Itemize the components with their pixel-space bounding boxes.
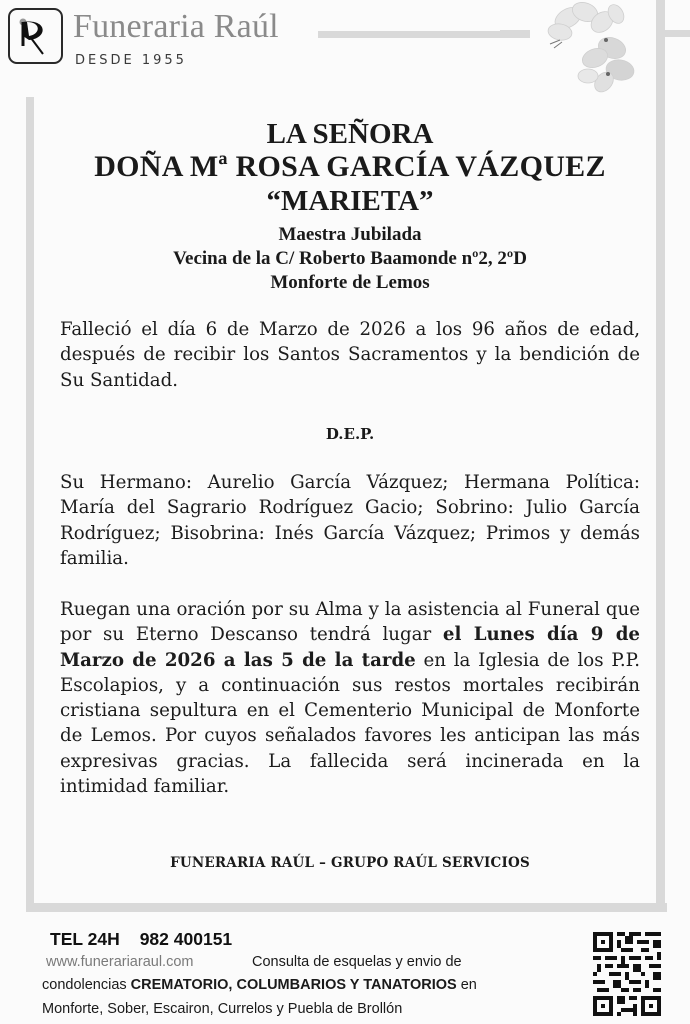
frame-top-left-segment — [500, 30, 530, 37]
frame-top-right-segment — [665, 30, 690, 37]
condolences-prefix: condolencias — [42, 977, 131, 993]
tel-label: TEL 24H — [50, 929, 120, 949]
towns-line: Monforte, Sober, Escairon, Currelos y Puebla de Brollón — [42, 1001, 403, 1017]
brand-name: Funeraria Raúl — [73, 8, 279, 45]
notice-title: LA SEÑORA — [266, 118, 434, 150]
deceased-nickname: “MARIETA” — [266, 185, 434, 217]
website-link[interactable]: www.funerariaraul.com — [46, 954, 194, 970]
consult-text: Consulta de esquelas y envio de — [252, 954, 462, 970]
r-monogram-icon — [17, 16, 55, 58]
signature: FUNERARIA RAÚL – GRUPO RAÚL SERVICIOS — [170, 855, 530, 871]
plumeria-flowers-icon — [540, 0, 655, 100]
death-paragraph: Falleció el día 6 de Marzo de 2026 a los 96 años de edad, después de recibir los Santos Sacramentos y la bendición de Su Santidad. — [60, 319, 640, 391]
services-line — [42, 977, 477, 993]
tel-number[interactable]: 982 400151 — [139, 929, 233, 949]
dep-label: D.E.P. — [325, 425, 375, 443]
brand-since: DESDE 1955 — [75, 53, 187, 68]
deceased-town: Monforte de Lemos — [270, 272, 430, 293]
qr-code-icon[interactable] — [593, 932, 661, 1016]
deceased-name: DOÑA Mª ROSA GARCÍA VÁZQUEZ — [94, 150, 606, 183]
services-bold: CREMATORIO, COLUMBARIOS Y TANATORIOS — [130, 977, 457, 993]
funeral-text-before: Ruegan una oración por su Alma y la asistencia al Funeral que por su Eterno Descanso tendrá lugar — [60, 599, 640, 646]
deceased-address: Vecina de la C/ Roberto Baamonde nº2, 2ºD — [173, 248, 527, 269]
services-suffix: en — [456, 977, 477, 993]
frame-bottom-border — [31, 903, 667, 912]
phone-line — [50, 929, 232, 950]
frame-left-border — [26, 97, 34, 912]
funeral-date-time: el Lunes día 9 de Marzo de 2026 a las 5 de la tarde — [60, 624, 640, 671]
frame-top-border — [318, 31, 530, 38]
funeral-text-after: en la Iglesia de los P.P. Escolapios, y a continuación sus restos mortales recibirán cristiana sepultura en el Cementerio Municipal de Monforte de Lemos. Por cuyos señalados favores les anticipan las más expresivas gracias. La fallecida será incinerada en la intimidad familiar. — [60, 649, 640, 798]
family-paragraph: Su Hermano: Aurelio García Vázquez; Hermana Política: María del Sagrario Rodríguez Gacio; Sobrino: Julio García Rodríguez; Bisobrina: Inés García Vázquez; Primos y demás familia. — [60, 472, 640, 569]
deceased-occupation: Maestra Jubilada — [278, 224, 422, 245]
logo — [8, 8, 63, 64]
funeral-paragraph — [60, 597, 640, 799]
